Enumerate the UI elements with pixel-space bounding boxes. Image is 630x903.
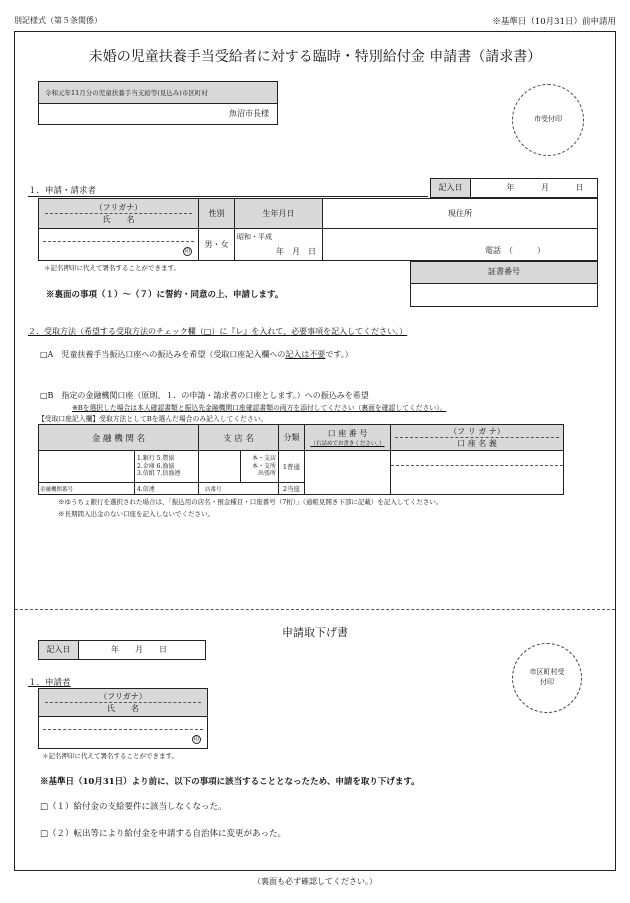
recipient-box xyxy=(38,81,278,125)
type-header: 分類 xyxy=(279,425,305,451)
option-a-text: □A 児童扶養手当振込口座への振込みを希望（受取口座記入欄への xyxy=(40,350,286,359)
account-heading: 【受取口座記入欄】受取方法としてBを選んだ場合のみ記入してください。 xyxy=(38,415,268,423)
option-b[interactable]: □B 指定の金融機関口座（原則、１．の申請・請求者の口座とします。）への振込みを希望 xyxy=(40,391,369,400)
date-day[interactable]: 日 xyxy=(575,183,584,192)
withdraw-date-label: 記入日 xyxy=(39,641,79,659)
branch-code[interactable]: 店番号 xyxy=(199,483,279,495)
withdraw-seal-icon: 印 xyxy=(193,736,200,743)
city-reception-stamp xyxy=(512,84,584,156)
holder-input[interactable] xyxy=(391,451,564,495)
era-options: 昭和・平成 xyxy=(237,233,272,241)
withdraw-reason-2[interactable]: □（２）転出等により給付金を申請する自治体に変更があった。 xyxy=(40,829,286,839)
withdraw-reason-1[interactable]: □（１）給付金の支給要件に該当しなくなった。 xyxy=(40,802,227,812)
bank-header: 金 融 機 関 名 xyxy=(39,425,199,451)
holder-furigana: （フ リ ガ ナ） xyxy=(449,427,505,436)
bank-code[interactable]: 金融機関番号 xyxy=(39,483,135,495)
branch-name-input[interactable] xyxy=(199,451,241,483)
withdraw-stamp-label: 市区町村受付印 xyxy=(529,668,565,686)
entry-date-label: 記入日 xyxy=(431,179,471,197)
seal-note: ＊記名押印に代えて署名することができます。 xyxy=(44,264,180,272)
name-input[interactable] xyxy=(39,229,199,261)
option-a-emphasis: 記入は不要 xyxy=(285,350,326,359)
recipient-mayor: 魚沼市長様 xyxy=(229,109,269,118)
option-a-suffix: です。） xyxy=(325,350,353,359)
phone-field: 電話 （ ） xyxy=(485,246,545,255)
section-divider xyxy=(15,609,615,610)
option-a[interactable] xyxy=(40,349,353,360)
entry-date-box xyxy=(430,178,598,198)
withdraw-furigana: （フリガナ） xyxy=(99,692,147,701)
recipient-period: 令和元年11月分の児童扶養手当支給等(見込み)市区町村 xyxy=(39,82,277,104)
dormant-note: ※長期間入出金のない口座を記入しないでください。 xyxy=(58,510,214,518)
account-label: 口 座 番 号 xyxy=(327,429,368,438)
option-b-note: ※Bを選択した場合は本人確認書類と振込先金融機関口座確認書類の両方を添付してください（裏面を確認してください）。 xyxy=(72,404,447,412)
bank-type-3: 3.信組 7.信漁連 xyxy=(137,470,181,478)
branch-type-options[interactable] xyxy=(241,451,279,483)
withdraw-date-box xyxy=(38,640,206,660)
name-header xyxy=(39,199,199,229)
branch-type-1: 本・支店 xyxy=(251,455,276,463)
withdraw-seal-note: ＊記名押印に代えて署名することができます。 xyxy=(42,752,178,760)
municipal-reception-stamp xyxy=(512,643,582,713)
withdraw-title: 申請取下げ書 xyxy=(282,626,348,639)
account-header xyxy=(305,425,391,451)
account-number-input[interactable] xyxy=(305,451,391,495)
certificate-input[interactable] xyxy=(411,284,597,306)
form-number: 別記様式（第５条関係） xyxy=(14,16,102,25)
yucho-note: ※ゆうちょ銀行を選択された場合は、「振込用の店名・預金種目・口座番号（7桁）」（通帳見開き下部に記載）を記入してください。 xyxy=(58,498,443,506)
address-header: 現住所 xyxy=(323,199,598,229)
address-input[interactable] xyxy=(323,229,598,261)
withdraw-name-input[interactable] xyxy=(39,717,208,749)
stamp-label: 市受付印 xyxy=(534,115,562,124)
withdraw-name-label: 氏 名 xyxy=(107,704,139,713)
certificate-box xyxy=(410,261,598,307)
name-label: 氏 名 xyxy=(102,215,135,224)
bank-type-2: 2.金庫 6.漁協 xyxy=(137,462,175,470)
holder-header xyxy=(391,425,564,451)
account-table xyxy=(38,424,564,495)
date-month[interactable]: 月 xyxy=(540,183,549,192)
account-sublabel: （右詰めでお書きください。） xyxy=(310,441,385,447)
bank-name-input[interactable] xyxy=(39,451,135,483)
branch-type-2: 本・支所 xyxy=(251,462,276,470)
section1-heading xyxy=(28,184,428,197)
withdraw-statement: ※基準日（10月31日）より前に、以下の事項に該当することとなったため、申請を取り下げます。 xyxy=(40,777,420,787)
birth-header: 生年月日 xyxy=(235,199,323,229)
certificate-label: 証書番号 xyxy=(411,262,597,284)
withdraw-name-table xyxy=(38,688,208,749)
bank-type-options[interactable] xyxy=(135,451,199,483)
furigana-label: （フリガナ） xyxy=(94,203,143,212)
bank-type-1: 1.銀行 5.農協 xyxy=(137,455,175,463)
account-type-normal[interactable]: 1普通 xyxy=(279,451,305,483)
footer-note: （裏面も必ず確認してください。） xyxy=(253,877,377,886)
gender-options[interactable]: 男・女 xyxy=(199,229,235,261)
withdraw-name-header xyxy=(39,689,208,717)
birth-ymd: 年 月 日 xyxy=(276,247,316,256)
birth-input[interactable] xyxy=(235,229,323,261)
seal-icon: 印 xyxy=(184,248,191,255)
holder-label: 口 座 名 義 xyxy=(457,439,497,448)
bank-type-4[interactable]: 4.信連 xyxy=(135,483,199,495)
date-year[interactable]: 年 xyxy=(506,183,515,192)
section2-heading: ２．受取方法（希望する受取方法のチェック欄（□）に『レ』を入れて、必要事項を記入してください。） xyxy=(28,327,408,336)
branch-header: 支 店 名 xyxy=(199,425,279,451)
branch-type-3: 出張所 xyxy=(257,470,276,478)
account-type-current[interactable]: 2当座 xyxy=(279,483,305,495)
withdraw-heading: １．申請者 xyxy=(28,678,71,688)
applicant-table xyxy=(38,198,598,261)
gender-header: 性別 xyxy=(199,199,235,229)
application-timing: ※基準日（10月31日）前申請用 xyxy=(492,17,616,27)
withdraw-date-ymd[interactable]: 年 月 日 xyxy=(111,645,167,654)
pledge-statement: ※裏面の事項（１）～（７）に誓約・同意の上、申請します。 xyxy=(46,290,284,300)
section1-title: １．申請・請求者 xyxy=(28,186,97,196)
form-title: 未婚の児童扶養手当受給者に対する臨時・特別給付金 申請書（請求書） xyxy=(88,49,542,65)
